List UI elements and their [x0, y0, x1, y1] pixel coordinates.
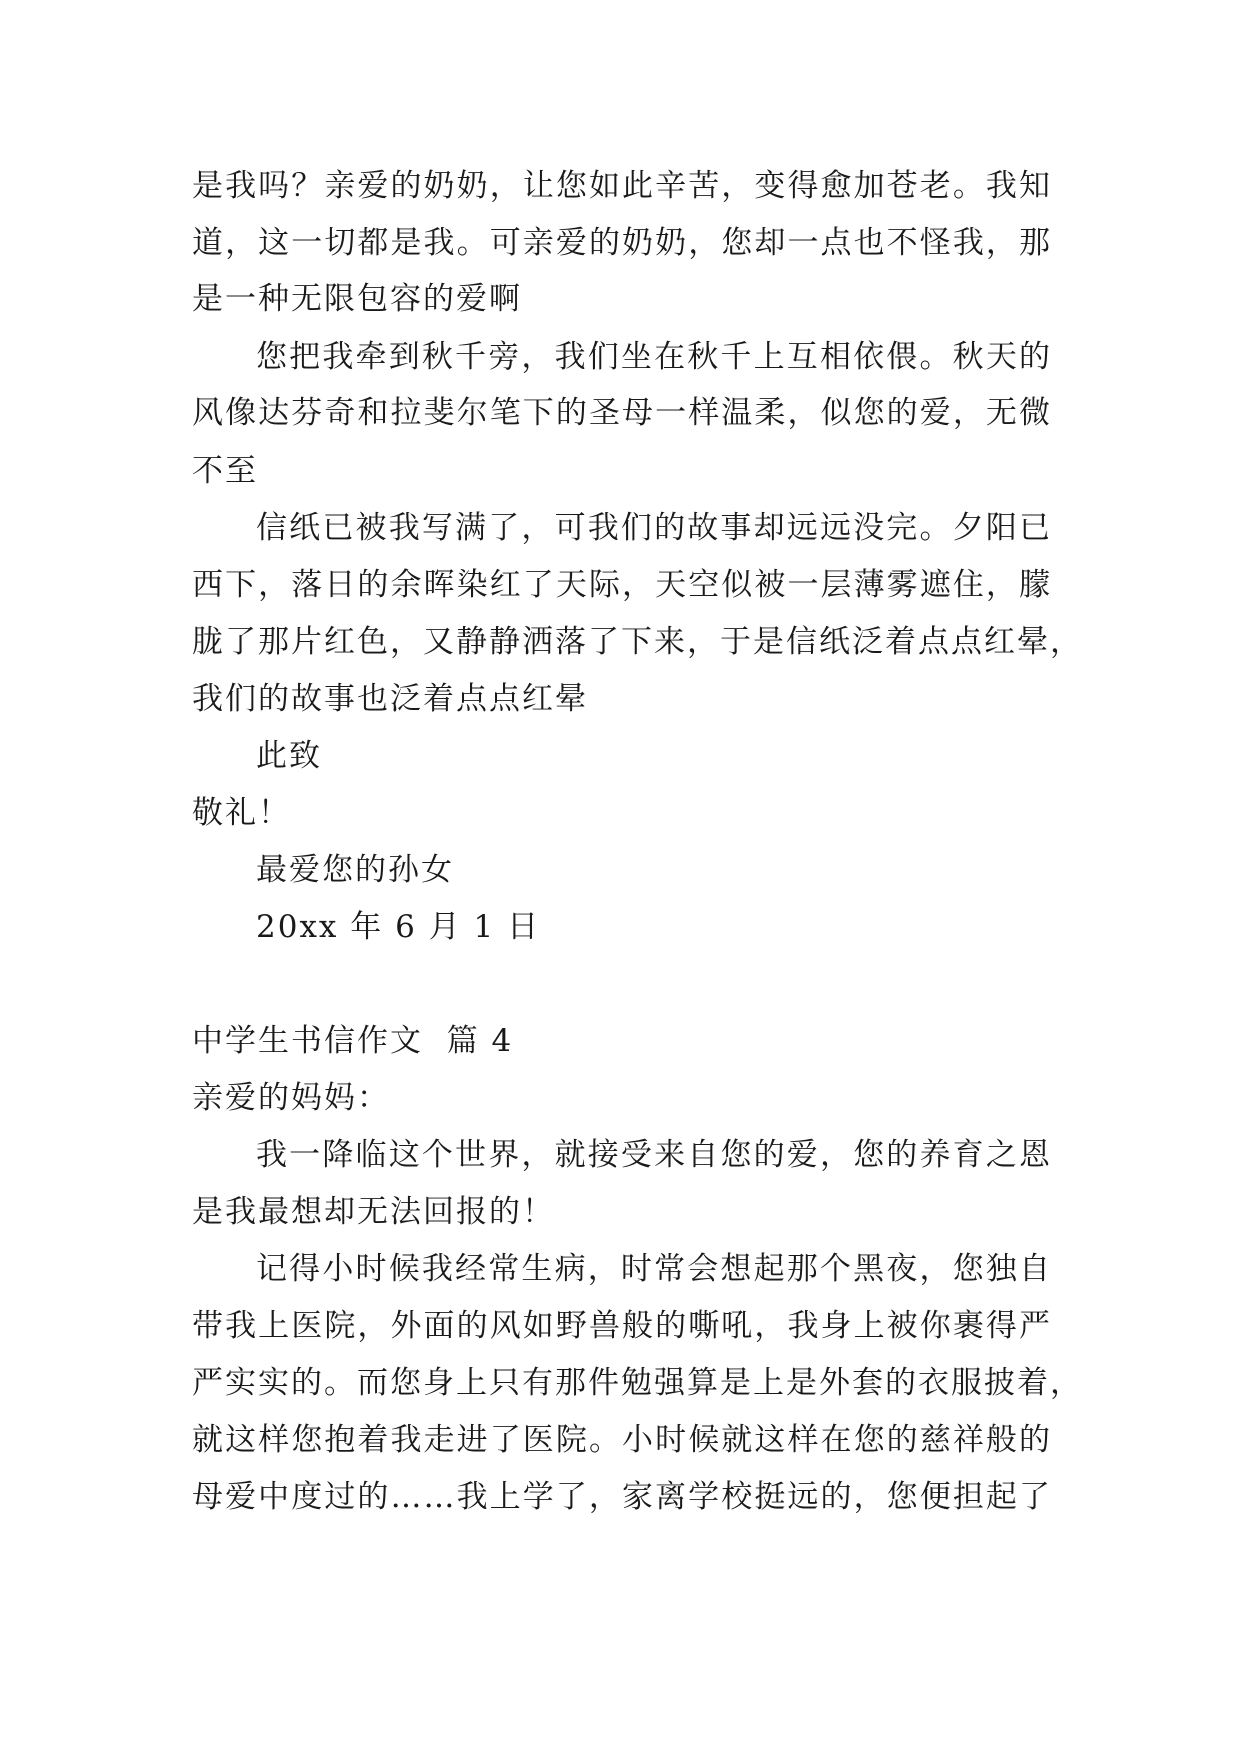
letter-greeting: 亲爱的妈妈：: [192, 1080, 390, 1116]
paragraph-line: 信纸已被我写满了，可我们的故事却远远没完。夕阳已: [256, 510, 1052, 546]
paragraph-line: 记得小时候我经常生病，时常会想起那个黑夜，您独自: [256, 1251, 1052, 1287]
paragraph-line: 胧了那片红色，又静静洒落了下来，于是信纸泛着点点红晕，: [192, 624, 1083, 660]
paragraph-line: 是一种无限包容的爱啊: [192, 281, 522, 317]
paragraph-line: 不至: [192, 453, 258, 489]
paragraph-line: 我一降临这个世界，就接受来自您的爱，您的养育之恩: [256, 1137, 1052, 1173]
paragraph-line: 严实实的。而您身上只有那件勉强算是上是外套的衣服披着，: [192, 1365, 1083, 1401]
closing-regards: 敬礼！: [192, 795, 291, 831]
paragraph-line: 带我上医院，外面的风如野兽般的嘶吼，我身上被你裹得严: [192, 1308, 1052, 1344]
signature: 最爱您的孙女: [256, 852, 454, 888]
section-heading: 中学生书信作文 篇 4: [192, 1023, 514, 1059]
paragraph-line: 母爱中度过的……我上学了，家离学校挺远的，您便担起了: [192, 1479, 1052, 1515]
paragraph-line: 您把我牵到秋千旁，我们坐在秋千上互相依偎。秋天的: [256, 339, 1052, 375]
paragraph-line: 西下，落日的余晖染红了天际，天空似被一层薄雾遮住，朦: [192, 567, 1052, 603]
paragraph-line: 风像达芬奇和拉斐尔笔下的圣母一样温柔，似您的爱，无微: [192, 395, 1052, 431]
letter-date: 20xx 年 6 月 1 日: [256, 909, 541, 945]
paragraph-line: 我们的故事也泛着点点红晕: [192, 681, 588, 717]
closing-salutation: 此致: [256, 738, 322, 774]
paragraph-line: 就这样您抱着我走进了医院。小时候就这样在您的慈祥般的: [192, 1422, 1052, 1458]
paragraph-line: 是我吗？亲爱的奶奶，让您如此辛苦，变得愈加苍老。我知: [192, 168, 1052, 204]
paragraph-line: 道，这一切都是我。可亲爱的奶奶，您却一点也不怪我，那: [192, 225, 1052, 261]
paragraph-line: 是我最想却无法回报的！: [192, 1194, 555, 1230]
